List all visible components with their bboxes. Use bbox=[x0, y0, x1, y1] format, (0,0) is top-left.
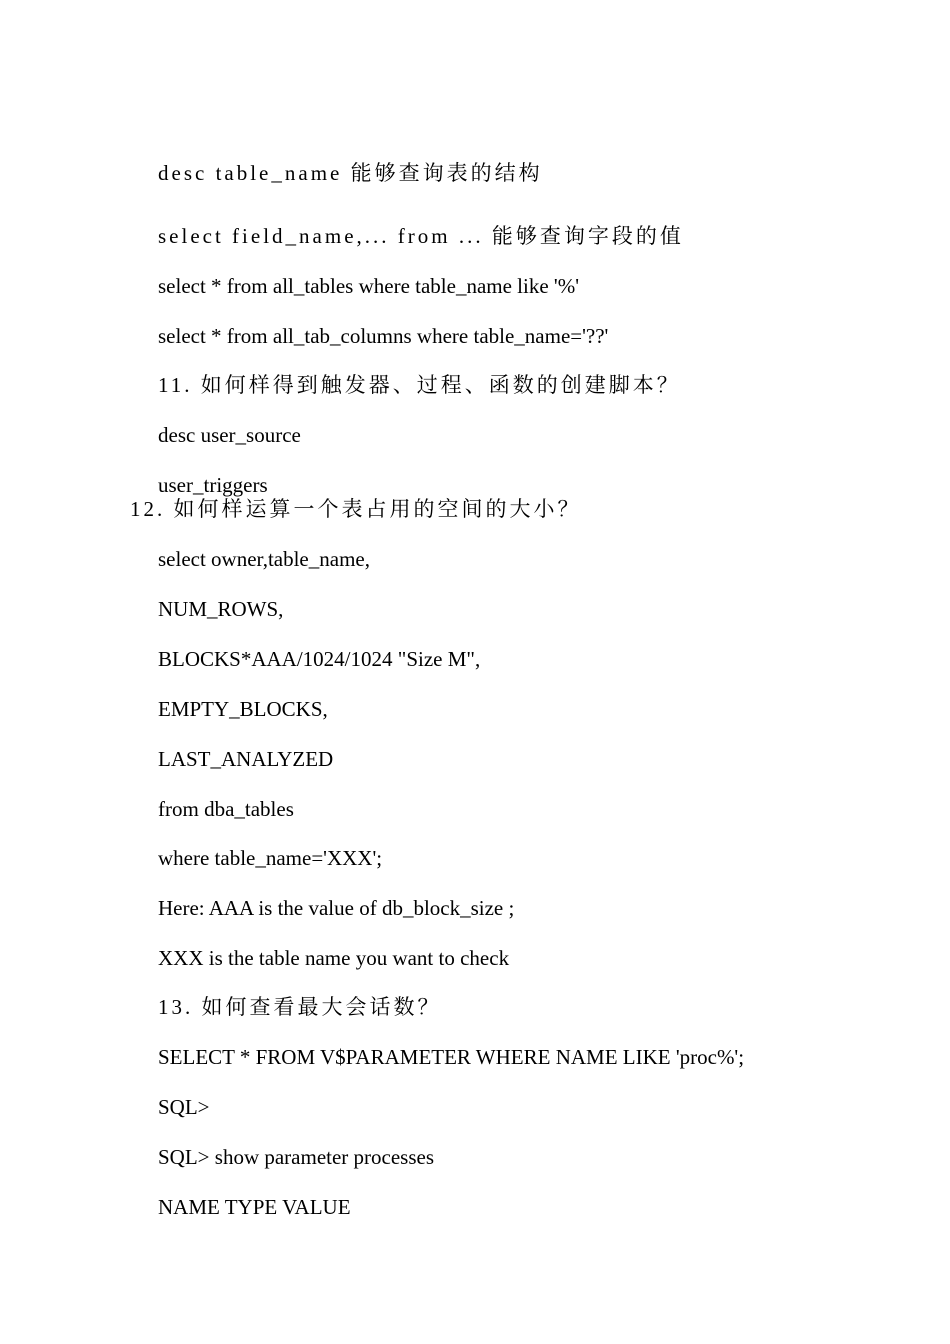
text-line: NUM_ROWS, bbox=[158, 597, 284, 621]
text-line: Here: AAA is the value of db_block_size ; bbox=[158, 896, 515, 920]
text-line: SELECT * FROM V$PARAMETER WHERE NAME LIKE 'proc%'; bbox=[158, 1045, 745, 1069]
question-heading: 11. 如何样得到触发器、过程、函数的创建脚本？ bbox=[158, 373, 681, 397]
text-line: from dba_tables bbox=[158, 797, 294, 821]
text-line: where table_name='XXX'; bbox=[158, 846, 383, 870]
text-line: XXX is the table name you want to check bbox=[158, 946, 510, 970]
text-line: select owner,table_name, bbox=[158, 547, 370, 571]
text-line: select * from all_tab_columns where table_name='??' bbox=[158, 324, 609, 348]
text-line: LAST_ANALYZED bbox=[158, 747, 334, 771]
text-line: SQL> show parameter processes bbox=[158, 1145, 435, 1169]
text-line: BLOCKS*AAA/1024/1024 "Size M", bbox=[158, 647, 481, 671]
text-line: NAME TYPE VALUE bbox=[158, 1195, 351, 1219]
text-line: user_triggers bbox=[158, 473, 268, 497]
question-heading: 12. 如何样运算一个表占用的空间的大小？ bbox=[130, 497, 582, 521]
text-line: desc table_name 能够查询表的结构 bbox=[158, 161, 543, 185]
text-line: SQL> bbox=[158, 1095, 210, 1119]
text-line: desc user_source bbox=[158, 423, 301, 447]
text-line: EMPTY_BLOCKS, bbox=[158, 697, 328, 721]
text-line: select * from all_tables where table_name like '%' bbox=[158, 274, 579, 298]
text-line: select field_name,... from ... 能够查询字段的值 bbox=[158, 224, 684, 248]
question-heading: 13. 如何查看最大会话数？ bbox=[158, 995, 442, 1019]
